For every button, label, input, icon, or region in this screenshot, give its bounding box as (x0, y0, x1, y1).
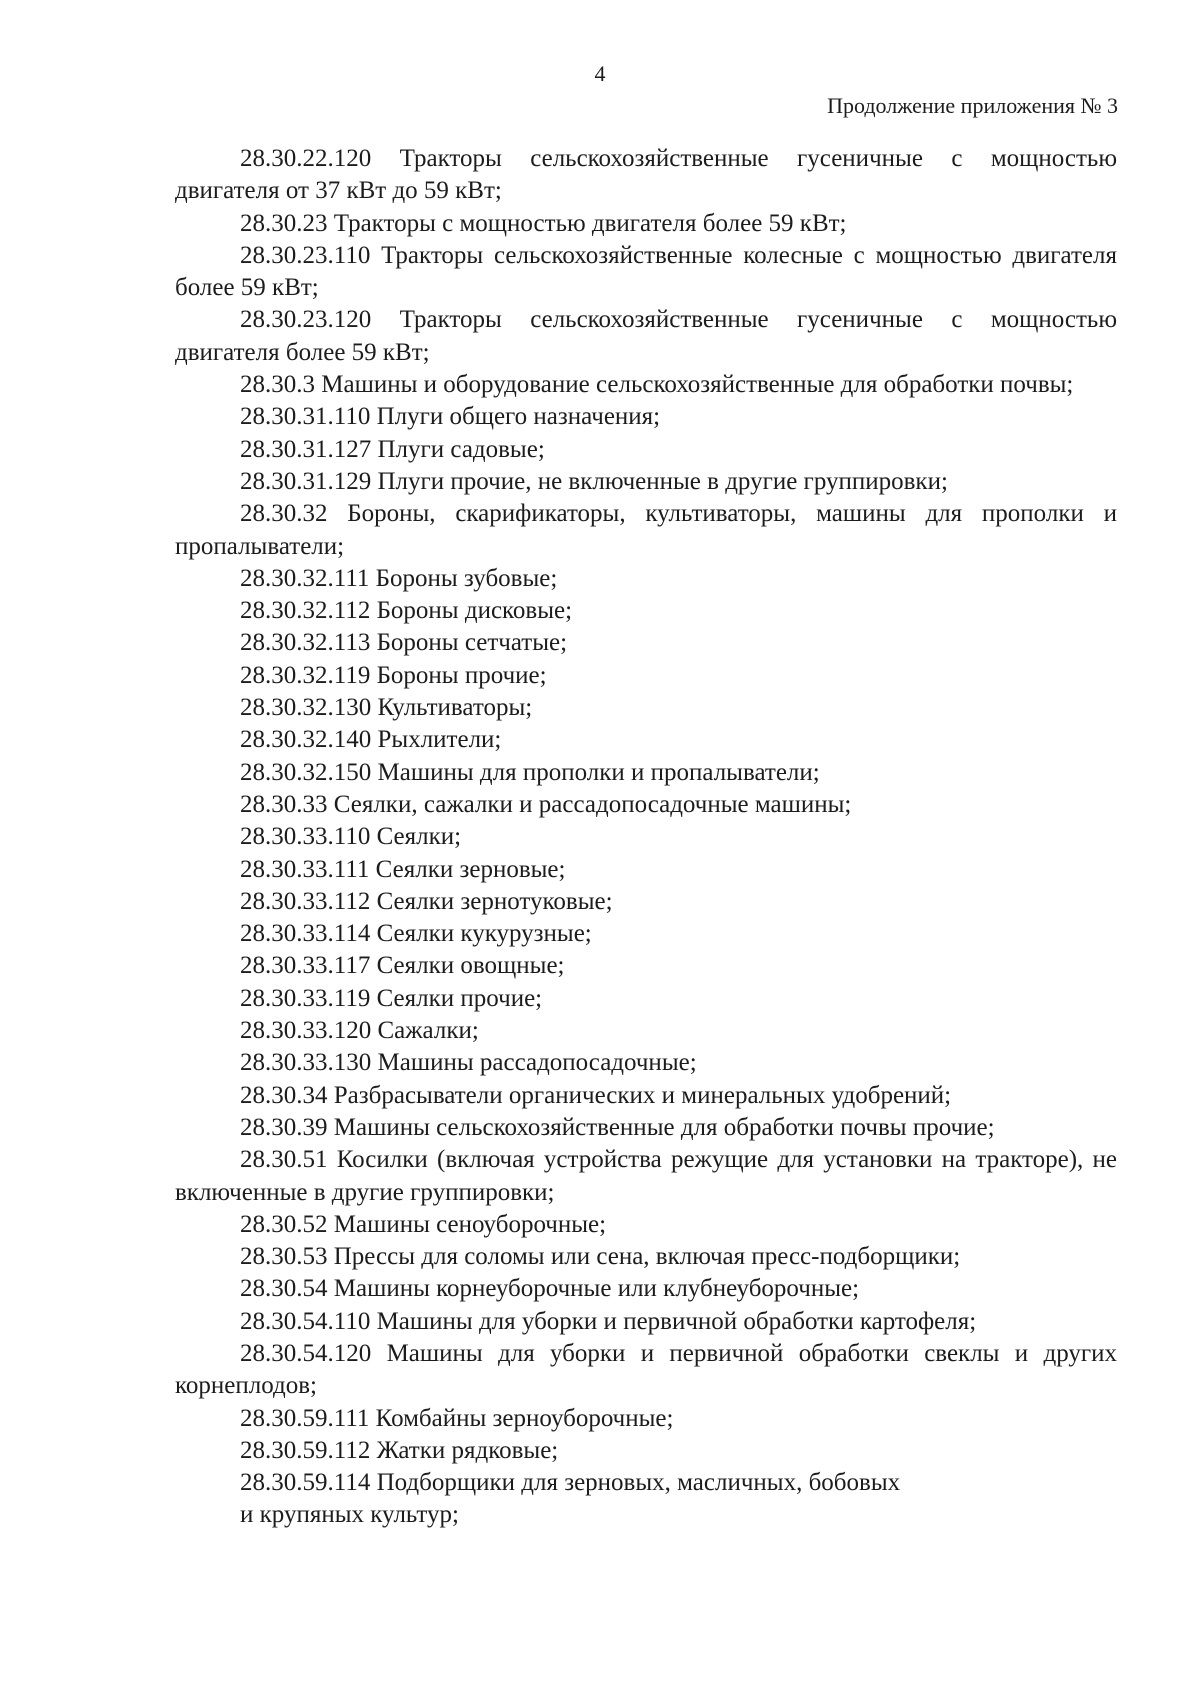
list-item: 28.30.33.110 Сеялки; (240, 823, 462, 851)
list-item: 28.30.32.140 Рыхлители; (240, 726, 502, 754)
list-item: 28.30.22.120 Тракторы сельскохозяйственные гусеничные с мощностью двигателя от 37 кВт до 59 кВт; (175, 145, 1117, 205)
list-item: 28.30.33 Сеялки, сажалки и рассадопосадочные машины; (240, 790, 852, 818)
list-item: 28.30.32.113 Бороны сетчатые; (240, 629, 568, 657)
list-item: 28.30.33.117 Сеялки овощные; (240, 952, 565, 980)
list-item: 28.30.54 Машины корнеуборочные или клубнеуборочные; (240, 1275, 860, 1303)
list-item: 28.30.31.129 Плуги прочие, не включенные в другие группировки; (240, 467, 948, 495)
list-item: 28.30.31.127 Плуги садовые; (240, 435, 545, 463)
list-item: 28.30.59.111 Комбайны зерноуборочные; (240, 1404, 674, 1432)
list-item: 28.30.33.111 Сеялки зерновые; (240, 855, 566, 883)
list-item: 28.30.33.120 Сажалки; (240, 1017, 479, 1045)
list-item: 28.30.33.114 Сеялки кукурузные; (240, 920, 592, 948)
list-item: 28.30.34 Разбрасыватели органических и минеральных удобрений; (240, 1081, 952, 1109)
list-item: 28.30.39 Машины сельскохозяйственные для обработки почвы прочие; (240, 1113, 995, 1141)
list-item: 28.30.32 Бороны, скарификаторы, культиваторы, машины для прополки и пропалыватели; (175, 500, 1117, 560)
list-item: 28.30.32.112 Бороны дисковые; (240, 597, 573, 625)
list-item: 28.30.59.112 Жатки рядковые; (240, 1436, 559, 1464)
list-item: 28.30.52 Машины сеноуборочные; (240, 1210, 607, 1238)
list-item: 28.30.53 Прессы для соломы или сена, включая пресс-подборщики; (240, 1243, 961, 1271)
list-item: 28.30.54.120 Машины для уборки и первичной обработки свеклы и других корнеплодов; (175, 1339, 1117, 1400)
classifier-list (175, 143, 1117, 1532)
list-item: 28.30.33.112 Сеялки зернотуковые; (240, 887, 613, 915)
list-item: 28.30.54.110 Машины для уборки и первичной обработки картофеля; (240, 1307, 977, 1335)
list-item: 28.30.33.119 Сеялки прочие; (240, 984, 543, 1012)
list-item-last-line-1: 28.30.59.114 Подборщики для зерновых, масличных, бобовых (240, 1469, 901, 1497)
list-item: 28.30.3 Машины и оборудование сельскохозяйственные для обработки почвы; (240, 371, 1074, 399)
list-item-last-line-2: и крупяных культур; (240, 1501, 459, 1529)
list-item: 28.30.33.130 Машины рассадопосадочные; (240, 1049, 697, 1077)
list-item: 28.30.23.120 Тракторы сельскохозяйственные гусеничные с мощностью двигателя более 59 кВт; (175, 306, 1117, 366)
appendix-continuation-label: Продолжение приложения № 3 (827, 93, 1118, 118)
list-item: 28.30.32.111 Бороны зубовые; (240, 564, 558, 592)
list-item: 28.30.32.130 Культиваторы; (240, 694, 533, 722)
list-item: 28.30.31.110 Плуги общего назначения; (240, 403, 661, 431)
page-number: 4 (594, 61, 606, 86)
list-item: 28.30.23 Тракторы с мощностью двигателя более 59 кВт; (240, 209, 847, 237)
list-item: 28.30.32.119 Бороны прочие; (240, 661, 547, 689)
list-item: 28.30.51 Косилки (включая устройства режущие для установки на тракторе), не включенные в другие группировки; (175, 1146, 1117, 1206)
list-item: 28.30.23.110 Тракторы сельскохозяйственные колесные с мощностью двигателя более 59 кВт; (175, 241, 1117, 302)
list-item: 28.30.32.150 Машины для прополки и пропалыватели; (240, 758, 820, 786)
